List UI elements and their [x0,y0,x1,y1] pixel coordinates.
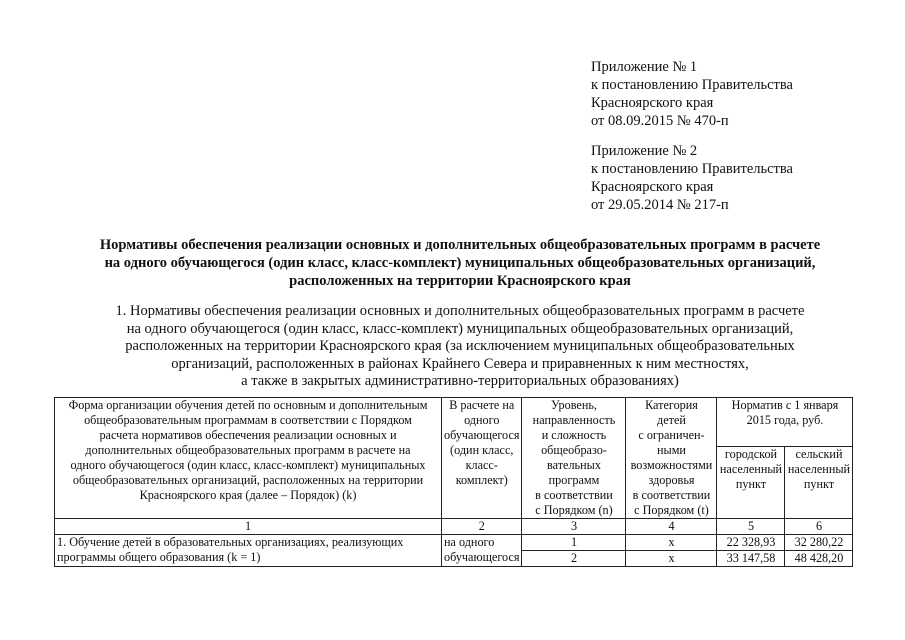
row-unit: на одного обучающегося [442,535,522,567]
cell-rural: 32 280,22 [785,535,853,551]
appendix-2-block [591,142,793,214]
cell-urban: 33 147,58 [717,551,785,567]
title-line: на одного обучающегося (один класс, класс-комплект) муниципальных общеобразовательных организаций, [104,255,816,271]
header-form: Форма организации обучения детей по основным и дополнительным общеобразовательным программам в соответствии с Порядком расчета нормативов обеспечения реализации основных и дополнительных общеобразовательных программ в расчете на одного обучающегося (один класс, класс-комплект) муниципальных общеобразовательных организаций, расположенных на территории Красноярского края (далее – Порядок) (k) [55,398,442,519]
cell-t: х [626,535,717,551]
section-line: организаций, расположенных в районах Крайнего Севера и приравненных к ним местностях, [171,355,749,372]
cell-t: х [626,551,717,567]
appendix-2-line: Красноярского края [591,179,714,195]
section-heading [80,303,840,391]
appendix-2-line: Приложение № 2 [591,143,698,159]
table-header-row [55,398,853,447]
appendix-1-line: Красноярского края [591,95,714,111]
document-title [60,236,860,290]
cell-n: 1 [522,535,626,551]
column-number: 5 [717,519,785,535]
column-number: 6 [785,519,853,535]
cell-rural: 48 428,20 [785,551,853,567]
appendix-1-line: Приложение № 1 [591,59,698,75]
section-line: расположенных на территории Красноярского края (за исключением муниципальных общеобразовательных [125,338,795,354]
header-level: Уровень, направленность и сложность общеобразо- вательных программ в соответствии с Порядком (n) [522,398,626,519]
header-category: Категория детей с ограничен- ными возможностями здоровья в соответствии с Порядком (t) [626,398,717,519]
row-label: 1. Обучение детей в образовательных организациях, реализующих программы общего образования (k = 1) [55,535,442,567]
column-number-row [55,519,853,535]
header-urban: городской населенный пункт [717,446,785,518]
column-number: 2 [442,519,522,535]
cell-urban: 22 328,93 [717,535,785,551]
title-line: Нормативы обеспечения реализации основных и дополнительных общеобразовательных программ в расчете [99,237,821,253]
column-number: 3 [522,519,626,535]
section-line: на одного обучающегося (один класс, класс-комплект) муниципальных общеобразовательных организаций, [126,320,794,337]
header-per-unit: В расчете на одного обучающегося (один класс, класс- комплект) [442,398,522,519]
header-norm: Норматив с 1 января 2015 года, руб. [717,398,853,447]
appendix-2-line: к постановлению Правительства [591,161,793,177]
appendix-1-line: от 08.09.2015 № 470-п [591,113,729,129]
column-number: 1 [55,519,442,535]
title-line: расположенных на территории Красноярского края [289,273,631,289]
section-line: а также в закрытых административно-территориальных образованиях) [241,373,679,389]
appendix-1-line: к постановлению Правительства [591,77,793,93]
column-number: 4 [626,519,717,535]
appendix-2-line: от 29.05.2014 № 217-п [591,197,729,213]
cell-n: 2 [522,551,626,567]
table-row [55,535,853,551]
section-line: 1. Нормативы обеспечения реализации основных и дополнительных общеобразовательных программ в расчете [115,303,805,319]
appendix-1-block [591,58,793,130]
header-rural: сельский населенный пункт [785,446,853,518]
norms-table [54,397,853,567]
